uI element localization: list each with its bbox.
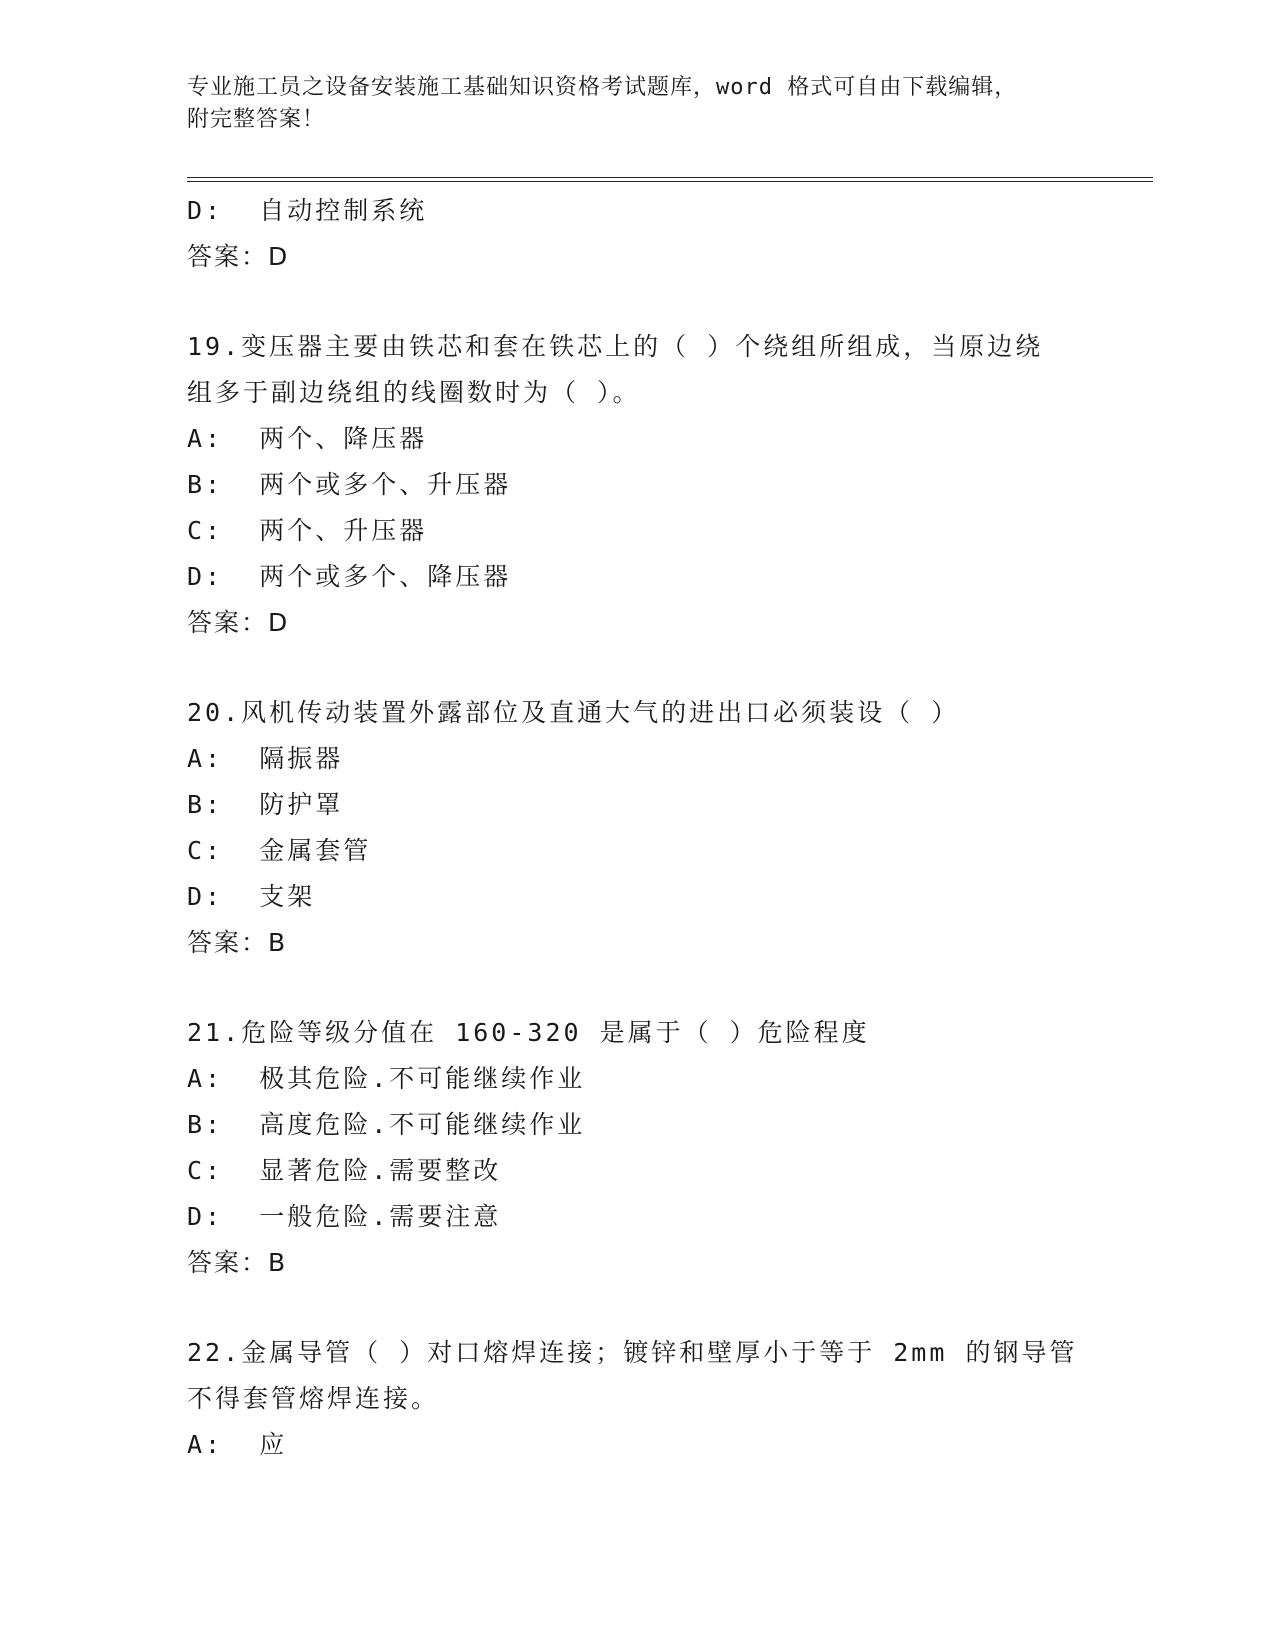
option-c: C: 显著危险.需要整改 bbox=[187, 1156, 502, 1185]
option-a: A: 极其危险.不可能继续作业 bbox=[187, 1064, 586, 1093]
document-body bbox=[187, 188, 1087, 1468]
option-a: A: 应 bbox=[187, 1430, 288, 1459]
question-stem-line: 21.危险等级分值在 160-320 是属于（ ）危险程度 bbox=[187, 1018, 870, 1047]
question-stem bbox=[187, 324, 1087, 416]
option-b: B: 两个或多个、升压器 bbox=[187, 470, 512, 499]
question-stem-line: 组多于副边绕组的线圈数时为（ ）。 bbox=[187, 378, 641, 407]
answer: 答案：D bbox=[187, 242, 290, 271]
answer: 答案：B bbox=[187, 1248, 288, 1277]
header-line-1: 专业施工员之设备安装施工基础知识资格考试题库，word 格式可自由下载编辑， bbox=[187, 75, 1018, 100]
option-c: C: 两个、升压器 bbox=[187, 516, 428, 545]
option-a: A: 隔振器 bbox=[187, 744, 344, 773]
header-line-2: 附完整答案！ bbox=[187, 107, 326, 132]
option-c: C: 金属套管 bbox=[187, 836, 372, 865]
question-stem bbox=[187, 1330, 1087, 1422]
question-20 bbox=[187, 690, 1087, 966]
question-22 bbox=[187, 1330, 1087, 1468]
option-b: B: 防护罩 bbox=[187, 790, 344, 819]
option-d: D: 一般危险.需要注意 bbox=[187, 1202, 502, 1231]
answer: 答案：D bbox=[187, 608, 290, 637]
option-d: D: 两个或多个、降压器 bbox=[187, 562, 512, 591]
question-stem-line: 20.风机传动装置外露部位及直通大气的进出口必须装设（ ） bbox=[187, 698, 960, 727]
question-stem-line: 22.金属导管（ ）对口熔焊连接；镀锌和壁厚小于等于 2mm 的钢导管 bbox=[187, 1338, 1078, 1367]
question-21 bbox=[187, 1010, 1087, 1286]
header-divider bbox=[187, 177, 1153, 182]
question-stem bbox=[187, 690, 1087, 736]
page-header bbox=[187, 72, 1087, 136]
option-b: B: 高度危险.不可能继续作业 bbox=[187, 1110, 586, 1139]
answer: 答案：B bbox=[187, 928, 288, 957]
option-d: D: 自动控制系统 bbox=[187, 196, 428, 225]
option-a: A: 两个、降压器 bbox=[187, 424, 428, 453]
option-d: D: 支架 bbox=[187, 882, 316, 911]
question-stem-line: 不得套管熔焊连接。 bbox=[187, 1384, 440, 1413]
question-stem bbox=[187, 1010, 1087, 1056]
question-stem-line: 19.变压器主要由铁芯和套在铁芯上的（ ）个绕组所组成，当原边绕 bbox=[187, 332, 1044, 361]
question-19 bbox=[187, 324, 1087, 646]
